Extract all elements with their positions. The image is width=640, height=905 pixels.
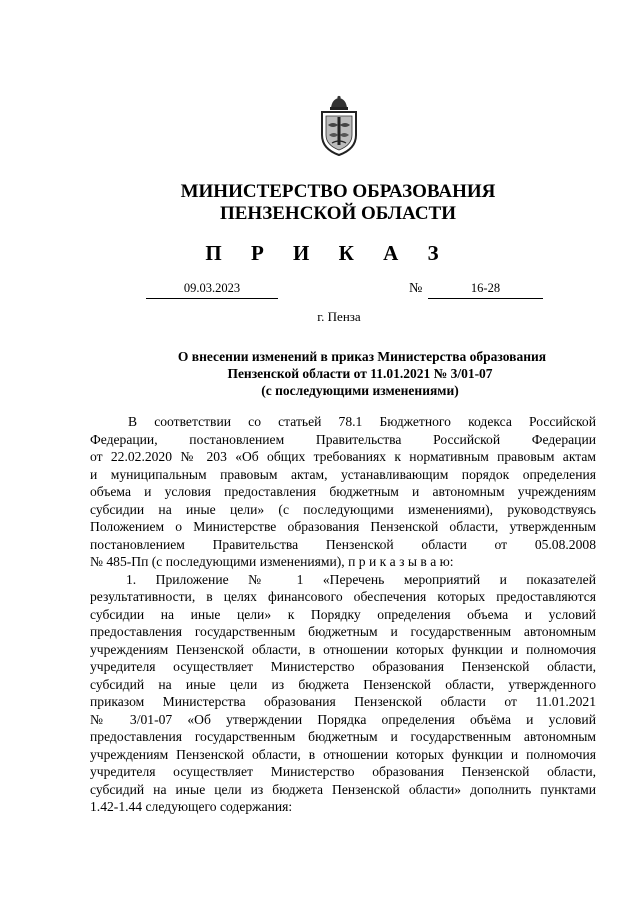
body-line: Положением о Министерстве образования Пензенской области, утвержденным (90, 519, 596, 534)
body-line: субсидий на иные цели из бюджета Пензенской области, утвержденного (90, 676, 596, 692)
body-paragraph-preamble (90, 413, 596, 571)
document-type-title: П Р И К А З (205, 241, 451, 265)
body-line: 1.42-1.44 следующего содержания: (90, 799, 293, 814)
body-line: учреждениям Пензенской области, в отношении которых функции и полномочия (90, 641, 596, 657)
body-line: от 22.02.2020 № 203 «Об общих требованиях к нормативным правовым актам (90, 449, 596, 464)
body-line: субсидий на иные цели из бюджета Пензенской области» дополнить пунктами (90, 781, 596, 797)
body-line: предоставления государственным бюджетным и государственным автономным (90, 624, 596, 639)
body-line: № 485-Пп (с последующими изменениями), п р и к а з ы в а ю: (90, 554, 454, 569)
body-line: постановлением Правительства Пензенской области от 05.08.2008 (90, 536, 596, 552)
date-underline (146, 298, 278, 299)
coat-of-arms-icon (318, 95, 360, 157)
subject-line-2: Пензенской области от 11.01.2021 № 3/01-07 (227, 366, 493, 381)
body-line: субсидии на иные цели» (с последующими изменениями), руководствуясь (90, 501, 596, 517)
body-line: субсидии на иные цели» к Порядку определения объема и условий (90, 606, 596, 622)
city-label: г. Пенза (317, 309, 361, 324)
body-line: предоставления государственным бюджетным и государственным автономным (90, 729, 596, 744)
body-line: № 3/01-07 «Об утверждении Порядка определения объёма и условий (90, 711, 596, 727)
number-sign: № (409, 281, 423, 296)
subject-line-3: (с последующими изменениями) (261, 383, 459, 398)
ministry-name-line2: ПЕНЗЕНСКОЙ ОБЛАСТИ (219, 203, 456, 224)
body-line: учреждениям Пензенской области, в отношении которых функции и полномочия (90, 746, 596, 762)
body-line: Федерации, постановлением Правительства Российской Федерации (90, 431, 596, 447)
body-line: и муниципальным правовым актам, устанавливающим порядок определения (90, 466, 596, 482)
body-line: учредителя осуществляет Министерство образования Пензенской области, (90, 764, 596, 779)
body-line: учредителя осуществляет Министерство образования Пензенской области, (90, 659, 596, 674)
body-line: 1. Приложение № 1 «Перечень мероприятий и показателей (126, 571, 596, 587)
body-line: приказом Министерства образования Пензенской области от 11.01.2021 (90, 694, 596, 709)
number-underline (428, 298, 543, 299)
body-line: В соответствии со статьей 78.1 Бюджетного кодекса Российской (128, 414, 596, 429)
body-line: объема и условия предоставления бюджетным и автономным учреждениям (90, 484, 596, 499)
body-line: результативности, в целях финансового обеспечения которых предоставляются (90, 589, 596, 604)
order-date: 09.03.2023 (183, 281, 241, 295)
subject-line-1: О внесении изменений в приказ Министерства образования (177, 349, 547, 364)
order-number: 16-28 (470, 281, 501, 295)
ministry-name-line1: МИНИСТЕРСТВО ОБРАЗОВАНИЯ (180, 181, 496, 202)
body-paragraph-item-1 (90, 571, 596, 816)
